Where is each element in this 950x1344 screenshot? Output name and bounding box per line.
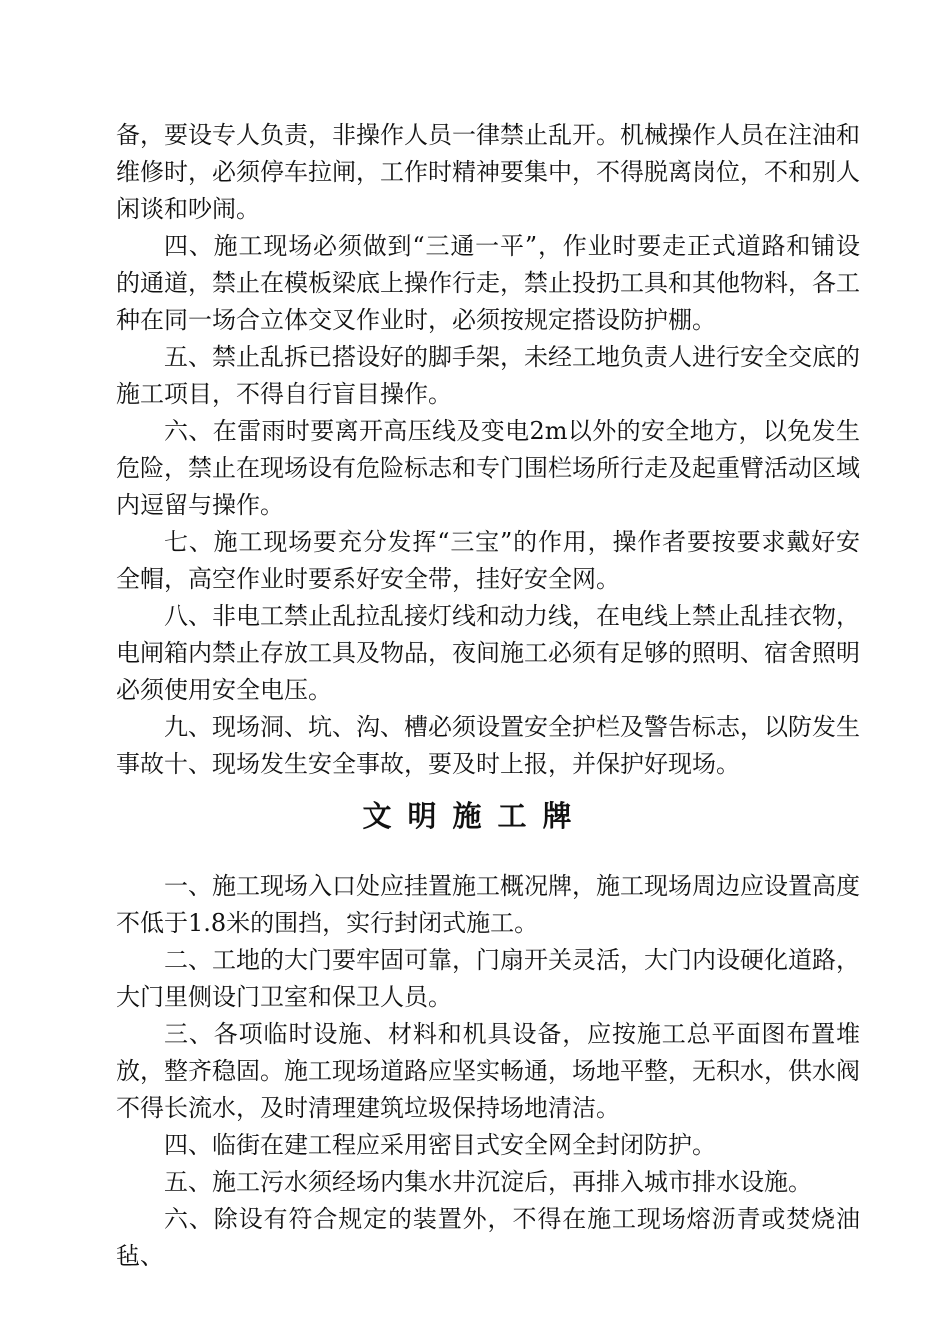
rule-item-8: 八、非电工禁止乱拉乱接灯线和动力线，在电线上禁止乱挂衣物，电闸箱内禁止存放工具及物品，夜间施工必须有足够的照明、宿舍照明必须使用安全电压。 [116,602,860,704]
civil-item-4: 四、临街在建工程应采用密目式安全网全封闭防护。 [164,1131,716,1159]
paragraph-continuation: 备，要设专人负责，非操作人员一律禁止乱开。机械操作人员在注油和维修时，必须停车拉闸，工作时精神要集中，不得脱离岗位，不和别人闲谈和吵闹。 [116,121,860,223]
rule-item-6: 六、在雷雨时要离开高压线及变电2m以外的安全地方，以免发生危险，禁止在现场设有危险标志和专门围栏场所行走及起重臂活动区域内逗留与操作。 [116,417,860,519]
civil-item-5: 五、施工污水须经场内集水井沉淀后，再排入城市排水设施。 [164,1168,812,1196]
civil-item-6: 六、除设有符合规定的装置外，不得在施工现场熔沥青或焚烧油毡、 [116,1205,860,1270]
civil-item-3: 三、各项临时设施、材料和机具设备，应按施工总平面图布置堆放，整齐稳固。施工现场道路应坚实畅通，场地平整，无积水，供水阀不得长流水，及时清理建筑垃圾保持场地清洁。 [116,1020,860,1122]
rule-item-10: 十、现场发生安全事故，要及时上报，并保护好现场。 [164,750,740,778]
civil-item-2: 二、工地的大门要牢固可靠，门扇开关灵活，大门内设硬化道路，大门里侧设门卫室和保卫人员。 [116,946,860,1011]
rule-item-7: 七、施工现场要充分发挥“三宝”的作用，操作者要按要求戴好安全帽，高空作业时要系好安全带，挂好安全网。 [116,528,860,593]
rule-item-5: 五、禁止乱拆已搭设好的脚手架，未经工地负责人进行安全交底的施工项目，不得自行盲目操作。 [116,343,860,408]
civil-item-1: 一、施工现场入口处应挂置施工概况牌，施工现场周边应设置高度不低于1.8米的围挡，实行封闭式施工。 [116,872,860,937]
section-title: 文明施工牌 [362,799,588,833]
rule-item-9: 九、现场洞、坑、沟、槽必须设置安全护栏及警告标志，以防发生事故 [116,713,860,778]
rule-item-4: 四、施工现场必须做到“三通一平”，作业时要走正式道路和铺设的通道，禁止在模板梁底上操作行走，禁止投扔工具和其他物料，各工种在同一场合立体交叉作业时，必须按规定搭设防护棚。 [116,232,860,334]
